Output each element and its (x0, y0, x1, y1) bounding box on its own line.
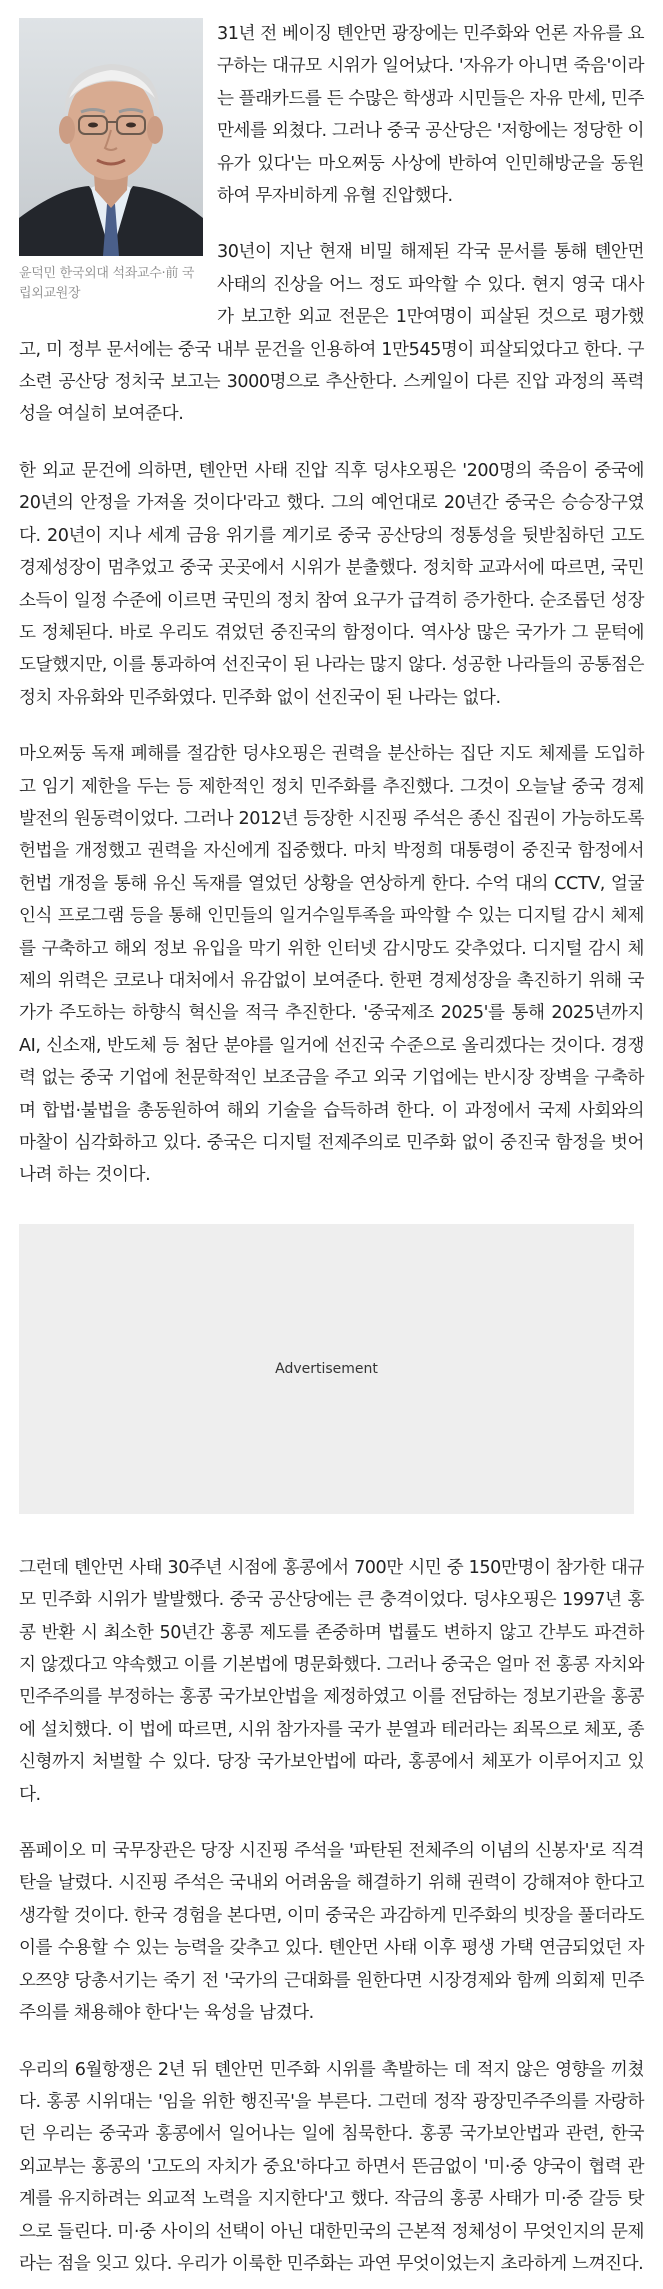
author-caption: 윤덕민 한국외대 석좌교수·前 국립외교원장 (19, 266, 195, 301)
advertisement-box[interactable] (19, 1224, 634, 1514)
paragraph: 폼페이오 미 국무장관은 당장 시진핑 주석을 '파탄된 전체주의 이념의 신봉자'로 직격탄을 날렸다. 시진핑 주석은 국내외 어려움을 해결하기 위해 권력이 강해져야 한다고 생각할 것이다. 한국 경험을 본다면, 이미 중국은 과감하게 민주화의 빗장을 풀더라도 이를 수용할 수 있는 능력을 갖추고 있다. 톈안먼 사태 이후 평생 가택 연금되었던 자오쯔양 당총서기는 죽기 전 '국가의 근대화를 원한다면 시장경제와 함께 의회제 민주주의를 채용해야 한다'는 육성을 남겼다. (19, 1841, 644, 2024)
paragraph: 한 외교 문건에 의하면, 톈안먼 사태 진압 직후 덩샤오핑은 '200명의 죽음이 중국에 20년의 안정을 가져올 것이다'라고 했다. 그의 예언대로 20년간 중국은 승승장구였다. 20년이 지나 세계 금융 위기를 계기로 중국 공산당의 정통성을 뒷받침하던 고도 경제성장이 멈추었고 중국 곳곳에서 시위가 분출했다. 정치학 교과서에 따르면, 국민소득이 일정 수준에 이르면 국민의 정치 참여 요구가 급격히 증가한다. 순조롭던 성장도 정체된다. 바로 우리도 겪었던 중진국의 함정이다. 역사상 많은 국가가 그 문턱에 도달했지만, 이를 통과하여 선진국이 된 나라는 많지 않다. 성공한 나라들의 공통점은 정치 자유화와 민주화였다. 민주화 없이 선진국이 된 나라는 없다. (19, 460, 644, 708)
paragraph: 우리의 6월항쟁은 2년 뒤 톈안먼 민주화 시위를 촉발하는 데 적지 않은 영향을 끼쳤다. 홍콩 시위대는 '임을 위한 행진곡'을 부른다. 그런데 정작 광장민주주의를 자랑하던 우리는 중국과 홍콩에서 일어나는 일에 침묵한다. 홍콩 국가보안법과 관련, 한국 외교부는 홍콩의 '고도의 자치가 중요'하다고 하면서 뜬금없이 '미·중 양국이 협력 관계를 유지하려는 외교적 노력을 지지한다'고 했다. 작금의 홍콩 사태가 미·중 갈등 탓으로 들린다. 미·중 사이의 선택이 아닌 대한민국의 근본적 정체성이 무엇인지의 문제라는 점을 잊고 있다. 우리가 이룩한 민주화는 과연 무엇이었는지 초라하게 느껴진다. (19, 2059, 644, 2274)
paragraph: 마오쩌둥 독재 폐해를 절감한 덩샤오핑은 권력을 분산하는 집단 지도 체제를 도입하고 임기 제한을 두는 등 제한적인 정치 민주화를 추진했다. 그것이 오늘날 중국 경제 발전의 원동력이었다. 그러나 2012년 등장한 시진핑 주석은 종신 집권이 가능하도록 헌법을 개정했고 권력을 자신에게 집중했다. 마치 박정희 대통령이 중진국 함정에서 헌법 개정을 통해 유신 독재를 열었던 상황을 연상하게 한다. 수억 대의 CCTV, 얼굴 인식 프로그램 등을 통해 인민들의 일거수일투족을 파악할 수 있는 디지털 감시 체제를 구축하고 해외 정보 유입을 막기 위한 인터넷 감시망도 갖추었다. 디지털 감시 체제의 위력은 코로나 대처에서 유감없이 보여준다. 한편 경제성장을 촉진하기 위해 국가가 주도하는 하향식 혁신을 적극 추진한다. '중국제조 2025'를 통해 2025년까지 AI, 신소재, 반도체 등 첨단 분야를 일거에 선진국 수준으로 올리겠다는 것이다. 경쟁력 없는 중국 기업에 천문학적인 보조금을 주고 외국 기업에는 반시장 장벽을 구축하며 합법·불법을 총동원하여 해외 기술을 습득하려 한다. 이 과정에서 국제 사회와의 마찰이 심각화하고 있다. 중국은 디지털 전제주의로 민주화 없이 중진국 함정을 벗어나려 하는 것이다. (19, 744, 644, 1186)
paragraph: 그런데 톈안먼 사태 30주년 시점에 홍콩에서 700만 시민 중 150만명이 참가한 대규모 민주화 시위가 발발했다. 중국 공산당에는 큰 충격이었다. 덩샤오핑은 1997년 홍콩 반환 시 최소한 50년간 홍콩 제도를 존중하며 법률도 변하지 않고 간부도 파견하지 않겠다고 약속했고 이를 기본법에 명문화했다. 그러나 중국은 얼마 전 홍콩 자치와 민주주의를 부정하는 홍콩 국가보안법을 제정하였고 이를 전담하는 정보기관을 홍콩에 설치했다. 이 법에 따르면, 시위 참가자를 국가 분열과 테러라는 죄목으로 체포, 종신형까지 처벌할 수 있다. 당장 국가보안법에 따라, 홍콩에서 체포가 이루어지고 있다. (19, 1557, 644, 1805)
advertisement-label: Advertisement (275, 1360, 378, 1377)
author-photo-box (19, 18, 203, 304)
paragraph: 31년 전 베이징 톈안먼 광장에는 민주화와 언론 자유를 요구하는 대규모 시위가 일어났다. '자유가 아니면 죽음'이라는 플래카드를 든 수많은 학생과 시민들은 자유 만세, 민주 만세를 외쳤다. 그러나 중국 공산당은 '저항에는 정당한 이유가 있다'는 마오쩌둥 사상에 반하여 인민해방군을 동원하여 무자비하게 유혈 진압했다. (217, 24, 644, 207)
paragraph: 30년이 지난 현재 비밀 해제된 각국 문서를 통해 톈안먼 사태의 진상을 어느 정도 파악할 수 있다. 현지 영국 대사가 보고한 외교 전문은 1만여명이 피살된 것으로 평가했고, 미 정부 문서에는 중국 내부 문건을 인용하여 1만545명이 피살되었다고 한다. 구소련 공산당 정치국 보고는 3000명으로 추산한다. 스케일이 다른 진압 과정의 폭력성을 여실히 보여준다. (19, 242, 644, 425)
author-portrait (19, 18, 203, 256)
